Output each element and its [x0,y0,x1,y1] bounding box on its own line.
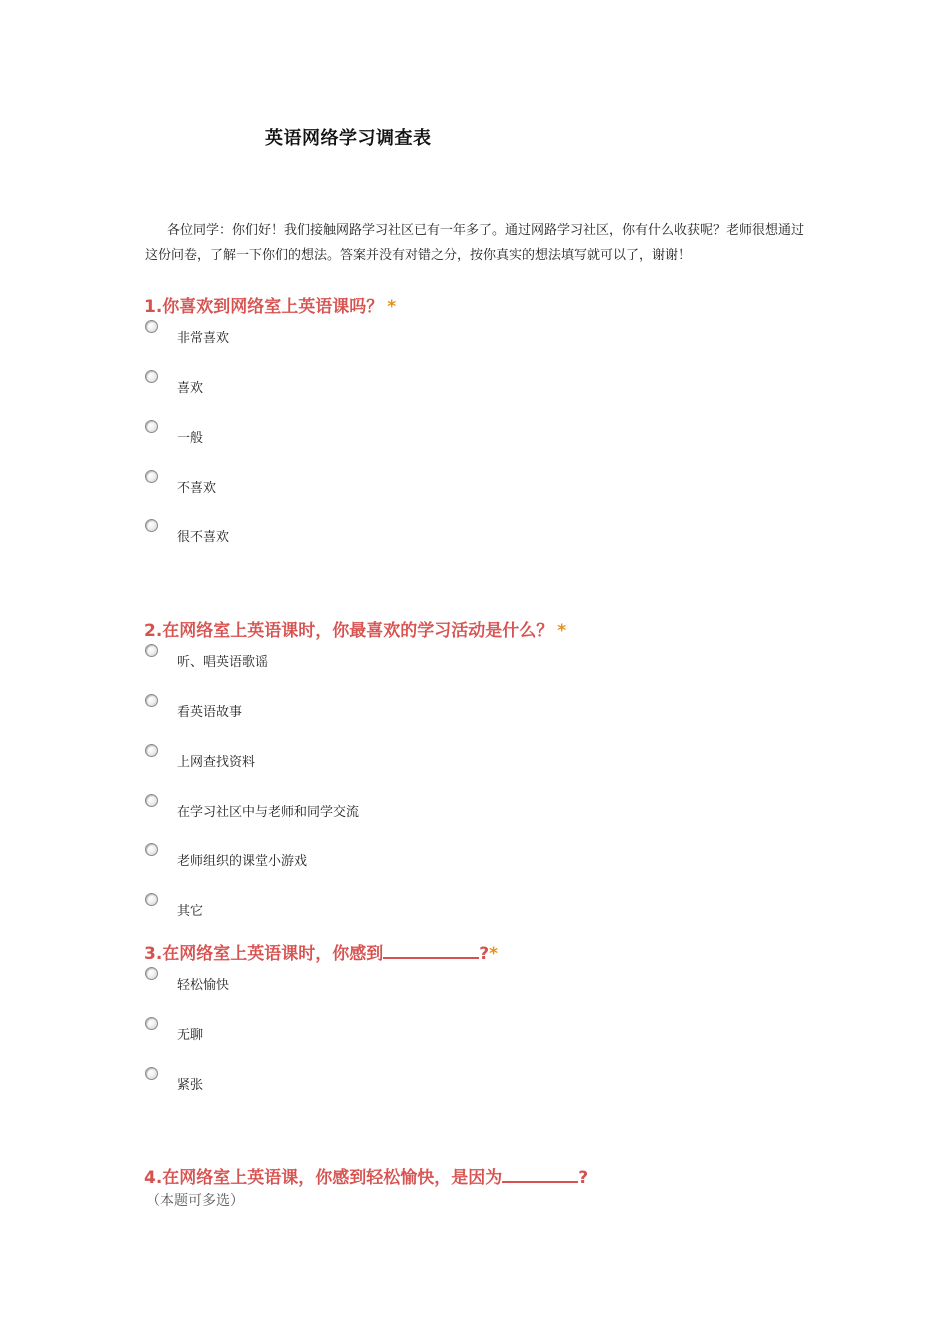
option-label: 在学习社区中与老师和同学交流 [177,805,360,820]
q2-option-2[interactable] [145,694,545,724]
required-mark: * [557,621,567,641]
page-title: 英语网络学习调查表 [265,128,432,149]
option-label: 听、唱英语歌谣 [177,655,269,670]
q1-option-5[interactable] [145,519,545,549]
question-2-text: 2.在网络室上英语课时，你最喜欢的学习活动是什么？ [144,621,554,641]
option-label: 不喜欢 [177,481,217,496]
radio-button[interactable] [145,794,158,807]
question-4-note: （本题可多选） [146,1193,244,1209]
option-label: 非常喜欢 [177,331,230,346]
q1-option-1[interactable] [145,320,545,350]
radio-button[interactable] [145,644,158,657]
option-label: 一般 [177,431,204,446]
intro-text: 各位同学：你们好！我们接触网路学习社区已有一年多了。通过网路学习社区，你有什么收获呢？老师很想通过这份问卷，了解一下你们的想法。答案并没有对错之分，按你真实的想法填写就可以了，谢谢！ [145,223,805,263]
option-label: 很不喜欢 [177,530,230,545]
radio-button[interactable] [145,893,158,906]
option-label: 喜欢 [177,381,204,396]
fill-blank [502,1167,578,1183]
option-label: 看英语故事 [177,705,243,720]
q2-option-6[interactable] [145,893,545,923]
question-3-text: 3.在网络室上英语课时，你感到 [144,944,384,964]
question-4-text: 4.在网络室上英语课，你感到轻松愉快，是因为 [144,1168,503,1188]
q3-option-2[interactable] [145,1017,545,1047]
radio-button[interactable] [145,519,158,532]
q2-option-4[interactable] [145,794,545,824]
q1-option-3[interactable] [145,420,545,450]
question-3-mark: ? [479,944,490,964]
question-2-title [144,616,566,641]
q3-option-3[interactable] [145,1067,545,1097]
q1-option-4[interactable] [145,470,545,500]
q2-option-3[interactable] [145,744,545,774]
radio-button[interactable] [145,1067,158,1080]
question-4-title [144,1163,588,1188]
required-mark: * [489,944,499,964]
radio-button[interactable] [145,1017,158,1030]
fill-blank [383,943,479,959]
option-label: 上网查找资料 [177,755,256,770]
radio-button[interactable] [145,843,158,856]
question-1-text: 1.你喜欢到网络室上英语课吗？ [144,297,384,317]
option-label: 其它 [177,904,204,919]
q2-option-1[interactable] [145,644,545,674]
option-label: 轻松愉快 [177,978,230,993]
question-3-title [144,939,498,964]
option-label: 老师组织的课堂小游戏 [177,854,308,869]
radio-button[interactable] [145,694,158,707]
radio-button[interactable] [145,320,158,333]
required-mark: * [387,297,397,317]
radio-button[interactable] [145,370,158,383]
radio-button[interactable] [145,744,158,757]
q3-option-1[interactable] [145,967,545,997]
radio-button[interactable] [145,470,158,483]
q2-option-5[interactable] [145,843,545,873]
radio-button[interactable] [145,967,158,980]
option-label: 无聊 [177,1028,204,1043]
option-label: 紧张 [177,1078,204,1093]
question-1-title [144,292,396,317]
q1-option-2[interactable] [145,370,545,400]
question-4-mark: ? [578,1168,589,1188]
radio-button[interactable] [145,420,158,433]
